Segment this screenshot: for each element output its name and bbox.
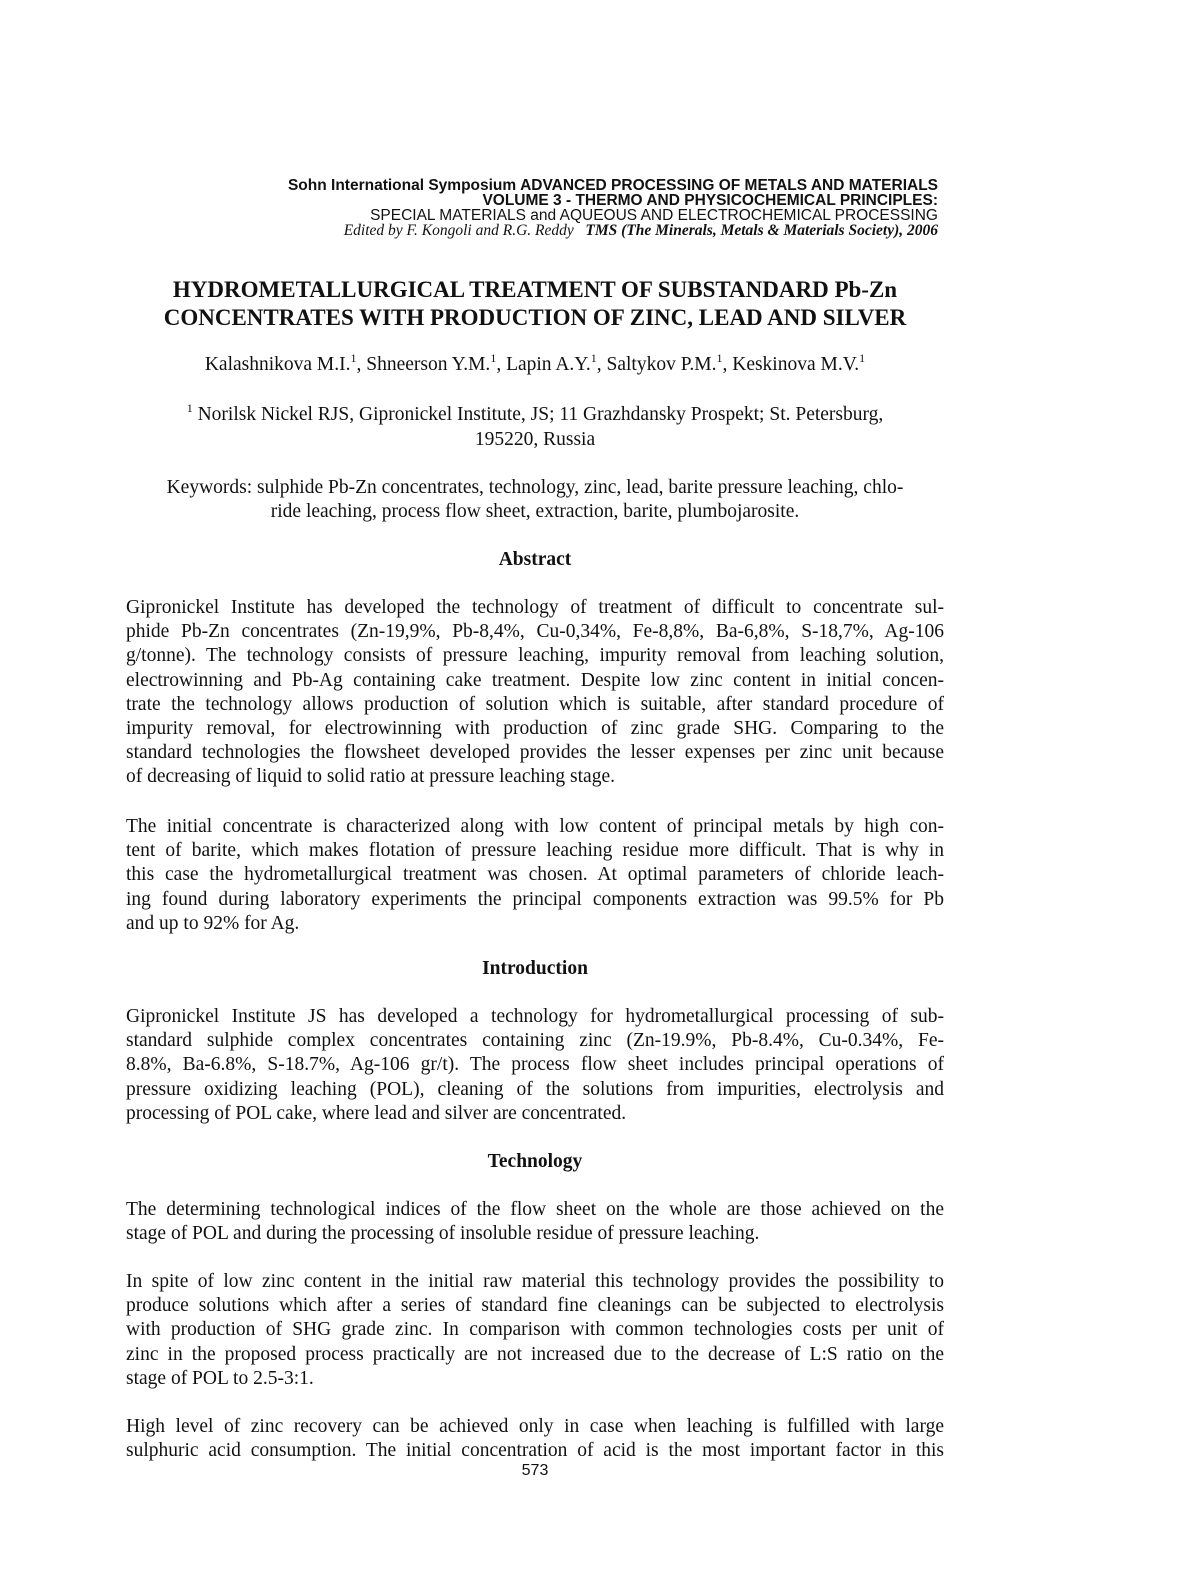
- text-line: The initial concentrate is characterized along with low content of principal metals by high con-: [126, 816, 944, 837]
- text-line: produce solutions which after a series of standard fine cleanings can be subjected to electrolysis: [126, 1295, 944, 1317]
- header-symposium-title: ADVANCED PROCESSING OF METALS AND MATERIALS: [520, 177, 938, 194]
- text-line: Gipronickel Institute has developed the technology of treatment of difficult to concentrate sul-: [126, 597, 944, 618]
- author: Lapin A.Y.$^1$: [506, 351, 597, 375]
- abstract-paragraph-2: [126, 815, 944, 936]
- paper-title-line-2: CONCENTRATES WITH PRODUCTION OF ZINC, LEAD AND SILVER: [163, 305, 907, 330]
- text-line: processing of POL cake, where lead and silver are concentrated.: [126, 1102, 627, 1124]
- page-number: 573: [521, 1462, 549, 1479]
- header-publisher: TMS (The Minerals, Metals & Materials Society), 2006: [585, 222, 938, 239]
- text-line: trate the technology allows production of solution which is suitable, after standard procedure of: [126, 693, 944, 715]
- author: Kalashnikova M.I.$^1$: [204, 351, 357, 375]
- header-volume: VOLUME 3 - THERMO AND PHYSICOCHEMICAL PRINCIPLES:: [482, 192, 938, 209]
- section-heading-abstract: Abstract: [498, 549, 572, 570]
- text-line: zinc in the proposed process practically are not increased due to the decrease of L:S ratio on the: [126, 1343, 944, 1365]
- author: Saltykov P.M.$^1$: [606, 351, 723, 375]
- technology-paragraph-2: [126, 1270, 944, 1391]
- keywords-line-2: ride leaching, process flow sheet, extraction, barite, plumbojarosite.: [270, 501, 800, 522]
- technology-paragraph-1: [126, 1198, 944, 1246]
- affiliation: [125, 402, 945, 452]
- introduction-paragraph-1: [126, 1005, 944, 1126]
- text-line: and up to 92% for Ag.: [126, 912, 300, 934]
- text-line: with production of SHG grade zinc. In comparison with common technologies costs per unit of: [126, 1319, 944, 1341]
- keywords: [125, 476, 945, 524]
- text-line: In spite of low zinc content in the initial raw material this technology provides the possibility to: [126, 1271, 944, 1292]
- section-heading-technology: Technology: [487, 1151, 583, 1172]
- keywords-line-1: Keywords: sulphide Pb-Zn concentrates, technology, zinc, lead, barite pressure leaching, chlo-: [166, 477, 904, 498]
- text-line: impurity removal, for electrowinning with production of zinc grade SHG. Comparing to the: [126, 717, 944, 739]
- header-editors: Edited by F. Kongoli and R.G. Reddy: [343, 222, 574, 239]
- text-line: this case the hydrometallurgical treatment was chosen. At optimal parameters of chloride leach-: [126, 864, 944, 886]
- paper-title-line-1: HYDROMETALLURGICAL TREATMENT OF SUBSTANDARD Pb-Zn: [172, 277, 898, 302]
- text-line: phide Pb-Zn concentrates (Zn-19,9%, Pb-8,4%, Cu-0,34%, Fe-8,8%, Ba-6,8%, S-18,7%, Ag-106: [126, 621, 944, 643]
- text-line: Gipronickel Institute JS has developed a technology for hydrometallurgical processing of sub-: [126, 1006, 944, 1027]
- text-line: High level of zinc recovery can be achieved only in case when leaching is fulfilled with large: [126, 1416, 944, 1437]
- text-line: standard sulphide complex concentrates containing zinc (Zn-19.9%, Pb-8.4%, Cu-0.34%, Fe-: [126, 1030, 944, 1052]
- text-line: stage of POL to 2.5-3:1.: [126, 1367, 314, 1389]
- author: Keskinova M.V.$^1$: [732, 351, 866, 375]
- affiliation-line-1: $^1$ Norilsk Nickel RJS, Gipronickel Institute, JS; 11 Grazhdansky Prospekt; St. Petersburg,: [186, 401, 884, 425]
- header-symposium-line: [118, 178, 938, 193]
- text-line: stage of POL and during the processing of insoluble residue of pressure leaching.: [126, 1223, 760, 1245]
- text-line: 8.8%, Ba-6.8%, S-18.7%, Ag-106 gr/t). The process flow sheet includes principal operations of: [126, 1054, 944, 1076]
- text-line: sulphuric acid consumption. The initial concentration of acid is the most important factor in this: [126, 1440, 944, 1462]
- text-line: g/tonne). The technology consists of pressure leaching, impurity removal from leaching solution,: [126, 645, 944, 667]
- affiliation-line-2: 195220, Russia: [474, 429, 596, 450]
- text-line: The determining technological indices of the flow sheet on the whole are those achieved on the: [126, 1199, 944, 1220]
- header-editors-line: [118, 223, 938, 238]
- author-list: Kalashnikova M.I.$^1$, Shneerson Y.M.$^1$, Lapin A.Y.$^1$, Saltykov P.M.$^1$, Keskinova M.V.$^1$: [204, 351, 866, 375]
- text-line: pressure oxidizing leaching (POL), cleaning of the solutions from impurities, electrolysis and: [126, 1078, 944, 1100]
- author: Shneerson Y.M.$^1$: [366, 351, 497, 375]
- abstract-paragraph-1: [126, 596, 944, 790]
- paper-title: [125, 276, 945, 332]
- header-symposium-name: Sohn International Symposium: [287, 177, 517, 194]
- text-line: ing found during laboratory experiments the principal components extraction was 99.5% for Pb: [126, 888, 944, 910]
- text-line: of decreasing of liquid to solid ratio at pressure leaching stage.: [126, 766, 615, 788]
- text-line: electrowinning and Pb-Ag containing cake treatment. Despite low zinc content in initial concen-: [126, 669, 944, 691]
- text-line: standard technologies the flowsheet developed provides the lesser expenses per zinc unit because: [126, 742, 944, 764]
- header-subtitle: SPECIAL MATERIALS and AQUEOUS AND ELECTROCHEMICAL PROCESSING: [370, 207, 938, 224]
- section-heading-introduction: Introduction: [482, 958, 588, 979]
- text-line: tent of barite, which makes flotation of pressure leaching residue more difficult. That is why in: [126, 840, 944, 862]
- technology-paragraph-3: [126, 1415, 944, 1463]
- proceedings-header: [118, 178, 938, 238]
